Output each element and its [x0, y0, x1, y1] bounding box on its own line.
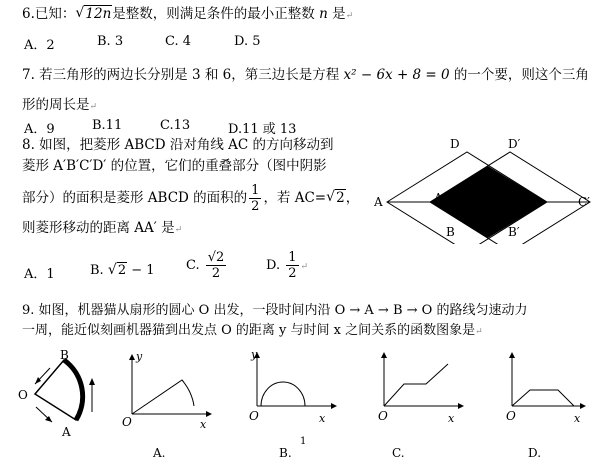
- page-number: 1: [300, 436, 307, 447]
- q9-caption-b: B.: [279, 446, 292, 460]
- q9-caption-d: D.: [528, 446, 542, 460]
- q6-end: 是: [332, 6, 346, 22]
- q7-option-d: D.11 或 13: [228, 122, 297, 137]
- q6-stem: [22, 6, 353, 24]
- return-mark: ↵: [174, 225, 183, 235]
- q9-graph-d: [500, 350, 595, 432]
- q8-option-c-label: C.: [186, 258, 200, 273]
- q8-option-c-frac: [206, 250, 227, 281]
- graph-b-origin: O: [249, 409, 259, 423]
- q9-line2-text: 一周，能近似刻画机器猫到出发点 O 的距离 y 与时间 x 之间关系的函数图象是: [22, 323, 476, 338]
- q8-option-b-tail: − 1: [127, 263, 155, 278]
- q6-prefix: 6.已知：: [22, 6, 76, 22]
- q8-frac-num: 1: [251, 183, 260, 198]
- sector-label-b: B: [60, 350, 69, 362]
- q9-line2: [22, 323, 483, 340]
- sector-arc: [64, 360, 83, 420]
- graph-a-y-label: y: [136, 350, 143, 363]
- q6-radicand: 12n: [85, 6, 112, 22]
- graph-a-y-arrow: [129, 354, 135, 360]
- q8-line4: [22, 220, 182, 238]
- label-b-prime: B′: [508, 225, 520, 239]
- arrow-ab-head: [89, 378, 95, 385]
- q7-line1-end: 的一个要，则这个三角: [453, 67, 589, 83]
- q6-option-a: A．2: [24, 38, 55, 53]
- q8-radicand: 2: [336, 190, 345, 206]
- q6-var: n: [319, 6, 328, 22]
- q6-option-b: B. 3: [97, 34, 124, 49]
- graph-b-x-arrow: [331, 403, 337, 409]
- q8-option-d-den: 2: [288, 266, 297, 281]
- graph-d-x-arrow: [580, 403, 586, 409]
- q8-option-d: [266, 250, 308, 281]
- return-mark: ↵: [475, 327, 483, 337]
- q8-option-b-label: B.: [90, 263, 104, 278]
- graph-b-x-label: x: [319, 412, 326, 425]
- graph-b-y-label: y: [251, 350, 258, 361]
- q8-option-a: A．1: [24, 267, 55, 282]
- q7-stem-line2: [22, 97, 97, 115]
- graph-c-origin: O: [378, 409, 388, 423]
- q8-option-b-sqrt: √ 2: [107, 262, 127, 278]
- label-b: B: [446, 225, 455, 239]
- q9-sector-figure: [10, 350, 110, 445]
- return-mark: ↵: [300, 262, 309, 272]
- return-mark: ↵: [345, 11, 354, 21]
- graph-b-curve: [261, 382, 305, 406]
- q8-rhombus-figure: [360, 132, 596, 244]
- q8-option-b: [90, 263, 155, 278]
- q8-line4-text: 则菱形移动的距离 AA′ 是: [22, 220, 175, 236]
- q8-line3b: ，若 AC=: [263, 190, 327, 206]
- q8-option-d-label: D.: [266, 258, 281, 273]
- label-a: A: [374, 195, 383, 209]
- q8-line3c: ，: [345, 190, 360, 206]
- graph-a-x-label: x: [200, 418, 207, 431]
- q6-option-c: C. 4: [165, 34, 192, 49]
- q9-line1: 9. 如图，机器猫从扇形的圆心 O 出发，一段时间内沿 O → A → B → O 的路线匀速动力: [22, 303, 528, 318]
- label-c-prime: C′: [578, 195, 590, 209]
- graph-d-curve: [512, 390, 574, 406]
- q7-option-c: C.13: [160, 118, 191, 133]
- sector-label-a: A: [62, 425, 71, 439]
- q8-sqrt: √ 2: [326, 189, 345, 206]
- q8-frac-den: 2: [251, 199, 260, 214]
- q8-line3a: 部分）的面积是菱形 ABCD 的面积的: [22, 190, 248, 206]
- q8-line2: 菱形 A′B′C′D′ 的位置，它们的重叠部分（图中阴影: [22, 158, 327, 174]
- return-mark: ↵: [89, 102, 98, 112]
- q6-sqrt: √ 12n: [75, 5, 112, 22]
- graph-c-y-arrow: [381, 352, 387, 358]
- q8-fraction: [249, 183, 261, 214]
- q6-suffix: 是整数，则满足条件的最小正整数: [112, 6, 315, 22]
- q7-option-b: B.11: [92, 118, 123, 133]
- label-a-prime: A′: [434, 191, 446, 205]
- q7-equation: x² − 6x + 8 = 0: [343, 67, 450, 83]
- label-d-prime: D′: [508, 137, 521, 151]
- q8-option-c: [186, 250, 228, 281]
- graph-c-x-label: x: [448, 412, 455, 425]
- q8-option-d-num: 1: [288, 250, 297, 265]
- q9-graph-b: [245, 350, 345, 432]
- q8-option-c-den: 2: [211, 266, 221, 281]
- graph-d-x-label: x: [574, 412, 581, 425]
- graph-c-curve: [384, 364, 448, 406]
- graph-a-origin: O: [122, 415, 132, 429]
- q8-option-c-num: √2: [207, 250, 225, 265]
- q9-caption-c: C.: [392, 446, 405, 460]
- q8-option-b-radicand: 2: [117, 263, 127, 278]
- q9-caption-a: A.: [153, 446, 166, 460]
- sector-label-o: O: [18, 388, 28, 402]
- q9-graph-a: [120, 350, 220, 432]
- q6-option-d: D. 5: [234, 34, 261, 49]
- q7-option-a: A．9: [24, 122, 55, 137]
- q8-line3: [22, 183, 359, 214]
- q8-option-d-frac: [286, 250, 298, 281]
- label-d: D: [450, 137, 460, 151]
- graph-a-curve: [132, 380, 194, 414]
- graph-d-origin: O: [506, 409, 516, 423]
- q9-graph-c: [372, 350, 472, 432]
- label-c: C: [524, 191, 534, 205]
- q8-line1: 8. 如图，把菱形 ABCD 沿对角线 AC 的方向移动到: [22, 137, 334, 153]
- q7-stem-line1: [22, 67, 589, 83]
- graph-c-x-arrow: [458, 403, 464, 409]
- graph-d-y-arrow: [509, 352, 515, 358]
- graph-a-x-arrow: [206, 411, 212, 417]
- q7-line1: 7. 若三角形的两边长分别是 3 和 6，第三边长是方程: [22, 67, 340, 83]
- q7-line2: 形的周长是: [22, 97, 90, 113]
